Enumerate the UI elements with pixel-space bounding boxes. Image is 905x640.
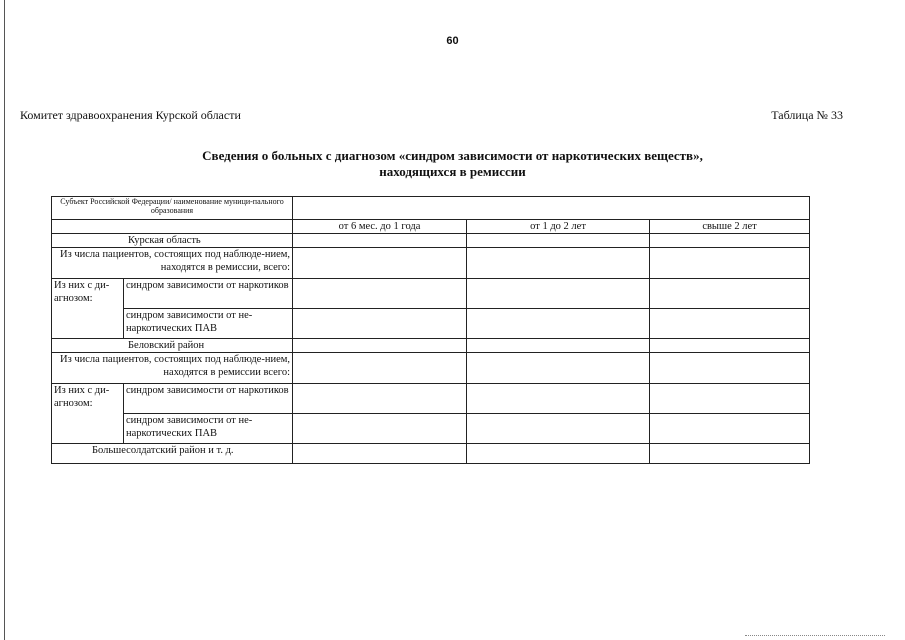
region-row — [52, 444, 810, 464]
region-row — [52, 339, 810, 353]
diagnosis-narcotics: синдром зависимости от наркотиков — [124, 384, 293, 414]
cell — [293, 414, 467, 444]
of-them-label: Из них с ди-агнозом: — [52, 384, 124, 444]
cell — [467, 444, 650, 464]
cell — [650, 279, 810, 309]
cell — [650, 309, 810, 339]
cell — [467, 339, 650, 353]
total-label: Из числа пациентов, состоящих под наблюде-нием, находятся в ремиссии всего: — [52, 353, 293, 384]
cell — [650, 384, 810, 414]
col-over-2y: свыше 2 лет — [650, 220, 810, 234]
cell — [293, 444, 467, 464]
cell — [293, 384, 467, 414]
region-name: Беловский район — [52, 339, 293, 353]
period-header-blank — [52, 220, 293, 234]
cell — [467, 414, 650, 444]
cell — [650, 353, 810, 384]
diagnosis-non-narcotic: синдром зависимости от не-наркотических ПАВ — [124, 309, 293, 339]
col-6m-1y: от 6 мес. до 1 года — [293, 220, 467, 234]
header-empty-cell — [293, 197, 810, 220]
cell — [293, 234, 467, 248]
page-number: 60 — [446, 35, 459, 47]
cell — [650, 414, 810, 444]
page-edge-line — [4, 0, 5, 640]
title-line-2: находящихся в ремиссии — [379, 164, 526, 179]
region-name: Большесолдатский район и т. д. — [52, 444, 293, 464]
total-label: Из числа пациентов, состоящих под наблюде-нием, находятся в ремиссии, всего: — [52, 248, 293, 279]
total-row — [52, 248, 810, 279]
total-row — [52, 353, 810, 384]
cell — [293, 248, 467, 279]
cell — [467, 248, 650, 279]
title-line-1: Сведения о больных с диагнозом «синдром зависимости от наркотических веществ», — [202, 148, 703, 163]
cell — [293, 353, 467, 384]
cell — [467, 384, 650, 414]
region-name: Курская область — [52, 234, 293, 248]
scan-artifact-line — [745, 635, 885, 636]
cell — [293, 279, 467, 309]
period-header-row — [52, 220, 810, 234]
cell — [650, 248, 810, 279]
header-subject-cell: Субъект Российской Федерации/ наименование муници-пального образования — [52, 197, 293, 220]
of-them-label: Из них с ди-агнозом: — [52, 279, 124, 339]
cell — [467, 234, 650, 248]
cell — [467, 309, 650, 339]
cell — [467, 279, 650, 309]
diagnosis-row — [52, 309, 810, 339]
cell — [293, 339, 467, 353]
diagnosis-row — [52, 414, 810, 444]
diagnosis-row — [52, 279, 810, 309]
diagnosis-non-narcotic: синдром зависимости от не-наркотических ПАВ — [124, 414, 293, 444]
cell — [293, 309, 467, 339]
cell — [467, 353, 650, 384]
region-row — [52, 234, 810, 248]
cell — [650, 444, 810, 464]
cell — [650, 234, 810, 248]
table-header-row — [52, 197, 810, 220]
diagnosis-row — [52, 384, 810, 414]
cell — [650, 339, 810, 353]
document-title — [0, 148, 905, 180]
col-1y-2y: от 1 до 2 лет — [467, 220, 650, 234]
organization-name: Комитет здравоохранения Курской области — [20, 108, 241, 122]
remission-table — [51, 196, 810, 464]
diagnosis-narcotics: синдром зависимости от наркотиков — [124, 279, 293, 309]
table-number: Таблица № 33 — [771, 108, 843, 122]
